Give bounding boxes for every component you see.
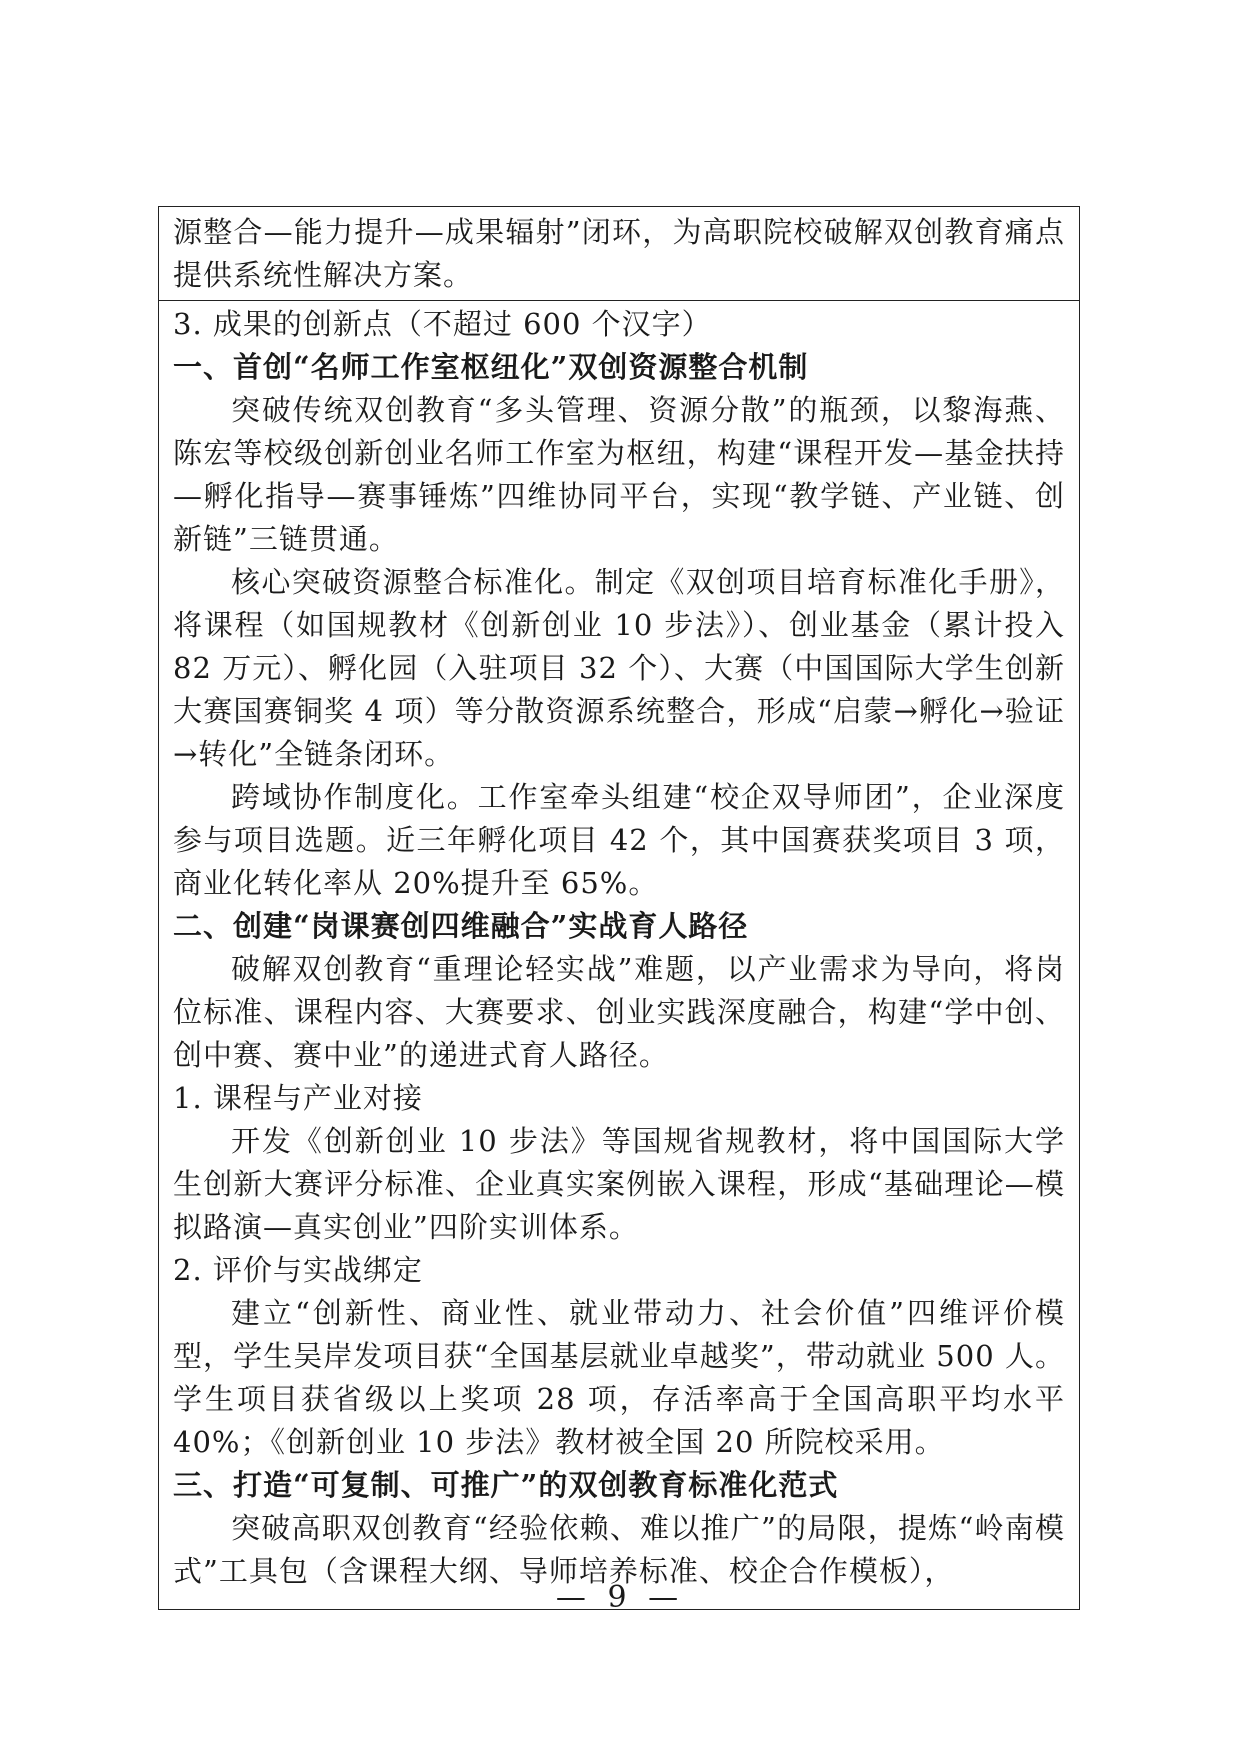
heading-3: 三、打造“可复制、可推广”的双创教育标准化范式	[173, 1468, 839, 1502]
heading-1: 一、首创“名师工作室枢纽化”双创资源整合机制	[173, 350, 809, 384]
subheading: 2. 评价与实战绑定	[173, 1253, 423, 1287]
paragraph: 破解双创教育“重理论轻实战”难题，以产业需求为导向，将岗位标准、课程内容、大赛要求、创业实践深度融合，构建“学中创、创中赛、赛中业”的递进式育人路径。	[173, 952, 1065, 1072]
paragraph: 开发《创新创业 10 步法》等国规省规教材，将中国国际大学生创新大赛评分标准、企业真实案例嵌入课程，形成“基础理论—模拟路演—真实创业”四阶实训体系。	[173, 1124, 1065, 1244]
subheading: 1. 课程与产业对接	[173, 1081, 423, 1115]
continuation-text: 源整合—能力提升—成果辐射”闭环，为高职院校破解双创教育痛点提供系统性解决方案。	[173, 215, 1065, 292]
section-title: 3. 成果的创新点（不超过 600 个汉字）	[173, 307, 712, 341]
innovation-section	[159, 301, 1079, 1609]
paragraph: 突破传统双创教育“多头管理、资源分散”的瓶颈，以黎海燕、陈宏等校级创新创业名师工作室为枢纽，构建“课程开发—基金扶持—孵化指导—赛事锤炼”四维协同平台，实现“教学链、产业链、创新链”三链贯通。	[173, 393, 1065, 556]
previous-section-continuation	[159, 207, 1079, 301]
heading-2: 二、创建“岗课赛创四维融合”实战育人路径	[173, 909, 749, 943]
paragraph: 跨域协作制度化。工作室牵头组建“校企双导师团”，企业深度参与项目选题。近三年孵化项目 42 个，其中国赛获奖项目 3 项，商业化转化率从 20%提升至 65%。	[173, 780, 1065, 900]
paragraph: 建立“创新性、商业性、就业带动力、社会价值”四维评价模型，学生吴岸发项目获“全国基层就业卓越奖”，带动就业 500 人。学生项目获省级以上奖项 28 项，存活率高于全国高职平均水平 40%；《创新创业 10 步法》教材被全国 20 所院校采用。	[173, 1296, 1065, 1459]
paragraph: 核心突破资源整合标准化。制定《双创项目培育标准化手册》，将课程（如国规教材《创新创业 10 步法》）、创业基金（累计投入 82 万元）、孵化园（入驻项目 32 个）、大赛（中国国际大学生创新大赛国赛铜奖 4 项）等分散资源系统整合，形成“启蒙→孵化→验证→转化”全链条闭环。	[173, 565, 1065, 771]
form-table	[158, 206, 1080, 1610]
page-number: — 9 —	[555, 1580, 685, 1615]
paragraph: 突破高职双创教育“经验依赖、难以推广”的局限，提炼“岭南模式”工具包（含课程大纲、导师培养标准、校企合作模板），	[173, 1511, 1065, 1588]
